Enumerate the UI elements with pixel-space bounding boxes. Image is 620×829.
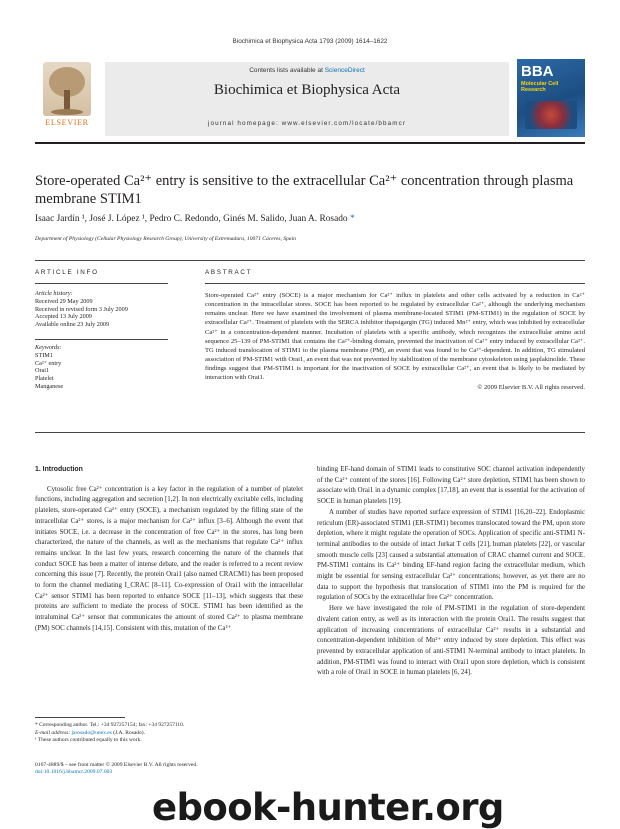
left-column: [35, 465, 303, 635]
intro-paragraph: Cytosolic free Ca²⁺ concentration is a key factor in the regulation of a number of platelet functions, including aggregation and secretion [1,2]. In non electrically excitable cells, including platelets, store-operated Ca²⁺ entry (SOCE), a mechanism regulated by the filling state of the intracellular Ca²⁺ stores, is a major mechanism for Ca²⁺ influx [3–6]. Although the event that initiates SOCE, i.e. a decrease in the concentration of free Ca²⁺ in the stores, has long been characterized, the nature of the channels, as well as the mechanisms that regulate Ca²⁺ influx remains unclear. In the last few years, research concerning the nature of the channels that conduct SOCE has been a matter of intense debate, and the reader is referred to a recent review concerning this issue [7]. Recently, the protein Orai1 (also named CRACM1) has been proposed to form the channel mediating I_CRAC [8–11]. Co-expression of Orai1 with the intracellular Ca²⁺ sensor STIM1 has been reported to enhance SOCE [11–13], which suggests that these proteins are sufficient to mediate the process of SOCE. STIM1 has been identified as the intraluminal Ca²⁺ sensor that communicates the amount of stored Ca²⁺ to plasma membrane (PM) SOC channels [14,15]. Consistent with this, mutation of the Ca²⁺: [35, 485, 303, 632]
sciencedirect-link[interactable]: ScienceDirect: [324, 67, 365, 74]
header-divider: [35, 142, 585, 144]
watermark: ebook-hunter.org: [152, 786, 504, 829]
elsevier-logo: [35, 62, 99, 132]
elsevier-wordmark: ELSEVIER: [45, 118, 89, 127]
journal-cover: [517, 59, 585, 137]
info-divider: [35, 260, 585, 261]
abstract-copyright: © 2009 Elsevier B.V. All rights reserved.: [477, 383, 585, 391]
cover-artwork: [525, 101, 577, 129]
journal-homepage[interactable]: journal homepage: www.elsevier.com/locate/bbamcr: [207, 120, 407, 127]
corresponding-footnote: * Corresponding author. Tel.: +34 927257154; fax: +34 927257110.: [35, 722, 185, 728]
accepted-date: Accepted 13 July 2009: [35, 313, 92, 321]
revised-date: Received in revised form 3 July 2009: [35, 305, 128, 313]
history-rule: [35, 339, 168, 340]
journal-title: Biochimica et Biophysica Acta: [213, 82, 401, 98]
history-label: Article history:: [35, 290, 73, 297]
affiliation: Department of Physiology (Cellular Physiology Research Group), University of Extremadura, 10071 Cáceres, Spain: [35, 236, 296, 242]
article-history: [35, 290, 168, 329]
intro-paragraph-continued: binding EF-hand domain of STIM1 leads to constitutive SOC channel activation independently of the Ca²⁺ content of the stores [16]. Following Ca²⁺ store depletion, STIM1 has been shown to associate with Orai1 in a dynamic complex [17,18], an event that is essential for the activation of SOCE in human platelets [19].: [317, 466, 585, 506]
issn-block: [35, 762, 303, 777]
email-suffix: (J.A. Rosado).: [111, 729, 145, 736]
keyword: STIM1: [35, 351, 53, 359]
doi-link[interactable]: doi:10.1016/j.bbamcr.2009.07.003: [35, 769, 113, 776]
journal-header-box: [105, 62, 509, 136]
section-heading: 1. Introduction: [35, 466, 83, 473]
keyword: Platelet: [35, 375, 54, 383]
abstract-heading: ABSTRACT: [205, 269, 253, 276]
online-date: Available online 23 July 2009: [35, 321, 110, 329]
abstract-body: [205, 291, 585, 392]
keywords-block: [35, 344, 168, 391]
cover-subtitle: Molecular Cell Research: [521, 81, 559, 94]
article-title: Store-operated Ca²⁺ entry is sensitive to the extracellular Ca²⁺ concentration through plasma membrane STIM1: [35, 173, 574, 207]
journal-reference: Biochimica et Biophysica Acta 1793 (2009) 1614–1622: [232, 38, 388, 45]
author-list: [35, 214, 585, 224]
contents-prefix: Contents lists available at: [249, 67, 325, 74]
keyword: Ca²⁺ entry: [35, 359, 62, 367]
equal-contribution-footnote: ¹ These authors contributed equally to this work.: [35, 737, 142, 744]
email-footnote: [35, 730, 303, 738]
right-column: [317, 465, 585, 679]
article-info-rule: [35, 283, 168, 284]
intro-paragraph: A number of studies have reported surface expression of STIM1 [16,20–22]. Endoplasmic reticulum (ER)-associated STIM1 (ER-STIM1) becomes translocated toward the PM, upon store depletion, where it might regulate the operation of SOCs. Application of specific anti-STIM1 N-terminal antibodies to the outside of intact Jurkat T cells [21], human platelets [22], or vascular smooth muscle cells [23] caused a substantial attenuation of CRAC channel current and SOCE. PM-STIM1 contains its Ca²⁺ binding EF-hand region facing the extracellular medium, which might be essential for sensing extracellular Ca²⁺ concentrations; however, as yet there are no data to support the hypothesis that translocation of STIM1 into the PM is required for the regulation of SOCs by the extracellular free Ca²⁺ concentration.: [317, 508, 585, 602]
cover-title: BBA: [521, 63, 554, 80]
received-date: Received 29 May 2009: [35, 297, 93, 305]
abstract-bottom-divider: [35, 432, 585, 433]
intro-paragraph: Here we have investigated the role of PM-STIM1 in the regulation of store-dependent divalent cation entry, as well as its interaction with the protein Orai1. The results suggest that application of increasing concentrations of extracellular Ca²⁺ results in a substantial and concentration-dependent inhibition of Mn²⁺ entry induced by store depletion. This effect was prevented by extracellular application of anti-STIM1 N-terminal antibody to intact platelets. In addition, PM-STIM1 was found to interact with Orai1 upon store depletion, which is consistent with a role of Orai1 in SOCE in human platelets [6, 24].: [317, 605, 585, 677]
corresponding-author-mark[interactable]: *: [349, 214, 355, 224]
footnotes: [35, 722, 303, 745]
keywords-label: Keywords:: [35, 344, 62, 351]
article-info-heading: ARTICLE INFO: [35, 269, 99, 276]
abstract-text: Store-operated Ca²⁺ entry (SOCE) is a major mechanism for Ca²⁺ influx in platelets and other cells activated by a reduction in Ca²⁺ concentration in the intracellular stores. SOCE has been reported to be regulated by extracellular Ca²⁺, although the underlying mechanism remains unclear. Here we have examined the involvement of plasma membrane-located STIM1 (PM-STIM1) in the regulation of SOCE by extracellular Ca²⁺. Treatment of platelets with the SERCA inhibitor thapsigargin (TG) induced Mn²⁺ entry, which was inhibited by extracellular Ca²⁺ in a concentration-dependent manner. Incubation of platelets with a specific antibody, which recognizes the extracellular amino acid sequence 25–139 of PM-STIM1 that contains the Ca²⁺-binding domain, prevented the inactivation of Ca²⁺ entry induced by extracellular Ca²⁺. TG induced translocation of STIM1 to the plasma membrane (PM), an event that was found to be Ca²⁺-dependent. In addition, TG stimulated association of PM-STIM1 with Orai1, an event that was not prevented by stabilization of the membrane cytoskeleton using jasplakinolide. These findings suggest that PM-STIM1 is important for the inactivation of SOCE by extracellular Ca²⁺, an event that is likely to be mediated by interaction with Orai1.: [205, 292, 585, 382]
authors-text: Isaac Jardín ¹, José J. López ¹, Pedro C. Redondo, Ginés M. Salido, Juan A. Rosado: [35, 214, 350, 224]
keyword: Manganese: [35, 382, 64, 390]
masthead: [35, 62, 585, 137]
email-link[interactable]: jarosado@unex.es: [71, 729, 112, 736]
footnote-rule: [35, 717, 125, 718]
keyword: Orai1: [35, 367, 50, 375]
contents-line: [105, 67, 509, 74]
abstract-rule: [205, 283, 585, 284]
tree-icon: [43, 62, 91, 116]
email-label: E-mail address:: [35, 729, 72, 736]
issn-line: 0167-4889/$ – see front matter © 2009 Elsevier B.V. All rights reserved.: [35, 762, 198, 768]
